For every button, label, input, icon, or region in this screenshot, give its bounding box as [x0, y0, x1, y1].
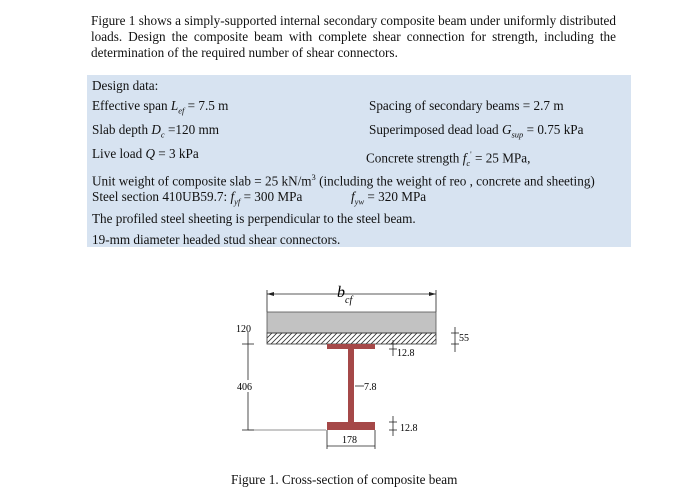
live-load: Live load Q = 3 kPa: [92, 146, 199, 161]
bcf-arrow-right: [429, 292, 436, 296]
concrete-strength: Concrete strength $f_c' = 25$ MPa,: [366, 149, 531, 169]
superimposed-dead-load: Superimposed dead load $G_{sup} = 0.75$ kPa: [369, 122, 584, 140]
effective-span: Effective span $L_{ef} = 7.5$ m: [92, 98, 229, 116]
web: [348, 349, 354, 422]
design-data-heading: Design data:: [92, 78, 159, 93]
stud-note: 19-mm diameter headed stud shear connectors.: [92, 232, 341, 247]
unit-weight: Unit weight of composite slab = 25 $kN/m^3$ (including the weight of reo , concrete and sheeting): [92, 172, 595, 189]
bcf-label: $b_{cf}$: [337, 284, 353, 306]
top-flange: [327, 344, 375, 349]
beam-spacing: Spacing of secondary beams = 2.7 m: [369, 98, 564, 113]
top-flange-thickness-label: 12.8: [397, 348, 415, 359]
rib-depth-label: 55: [459, 333, 469, 344]
slab-depth-label: 120: [236, 324, 251, 335]
bottom-flange: [327, 422, 375, 430]
web-thickness-label: 7.8: [364, 382, 377, 393]
bcf-arrow-left: [267, 292, 274, 296]
problem-statement: Figure 1 shows a simply-supported internal secondary composite beam under uniformly distributed loads. Design the composite beam with complete shear connection for strength, including the determination of the required number of shear connectors.: [91, 13, 616, 60]
steel-section: Steel section 410UB59.7: $f_{yf} = 300$ MPa: [92, 189, 303, 207]
beam-depth-label: 406: [237, 382, 252, 393]
sheeting-note: The profiled steel sheeting is perpendicular to the steel beam.: [92, 211, 416, 226]
figure-caption: Figure 1. Cross-section of composite beam: [231, 472, 458, 487]
steel-sheeting: [267, 333, 436, 344]
flange-width-label: 178: [342, 435, 357, 446]
concrete-slab: [267, 312, 436, 333]
slab-depth: Slab depth $D_c =120$ mm: [92, 122, 219, 140]
web-yield-stress: $f_{yw} = 320$ MPa: [351, 189, 427, 207]
bottom-flange-thickness-label: 12.8: [400, 423, 418, 434]
